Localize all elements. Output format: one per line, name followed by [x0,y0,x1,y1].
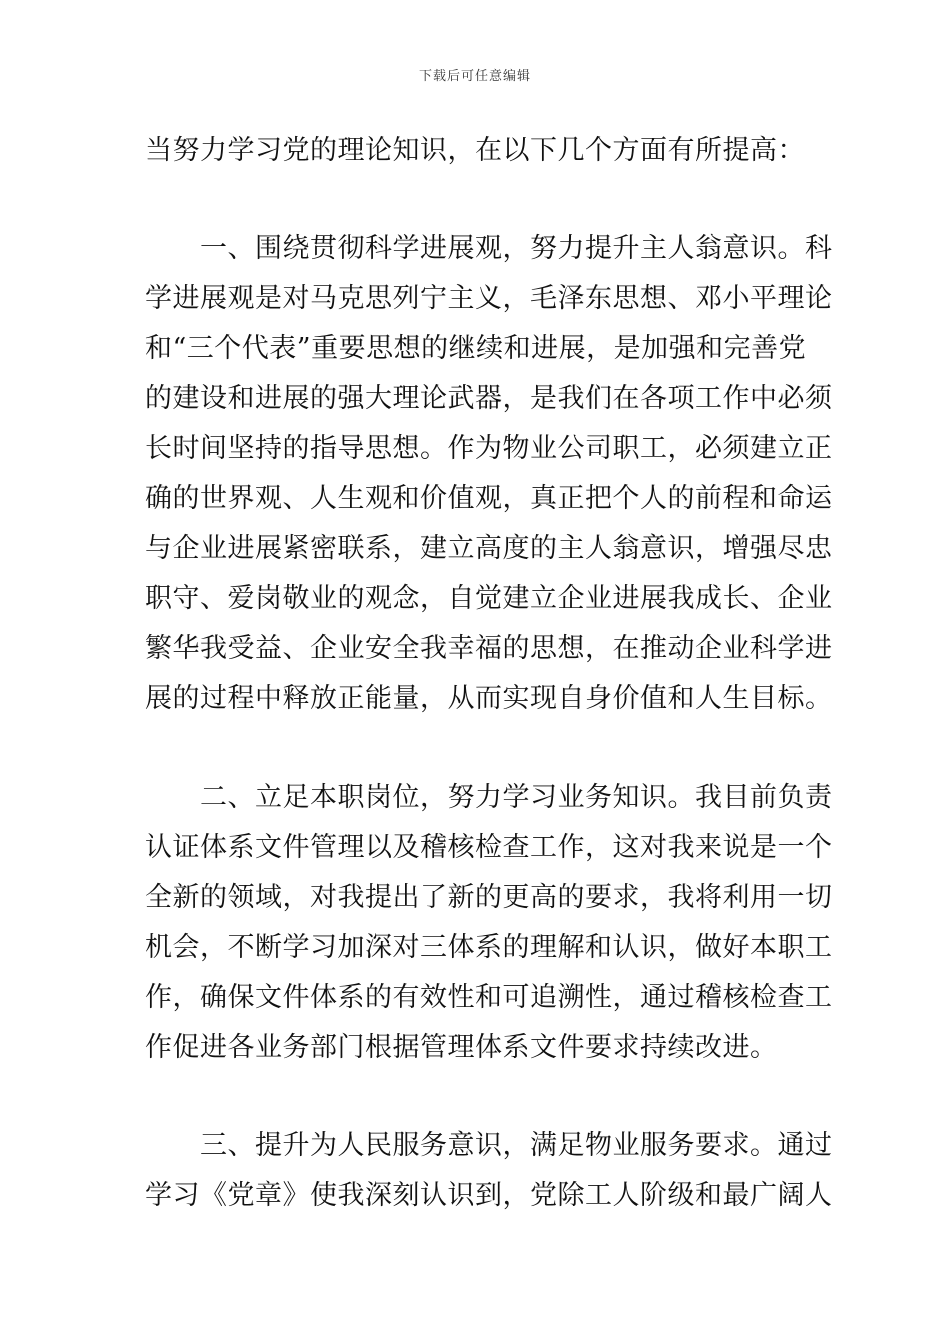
text-line: 的建设和进展的强大理论武器，是我们在各项工作中必须 [145,383,833,414]
text-line: 繁华我受益、企业安全我幸福的思想，在推动企业科学进 [145,633,833,664]
text-line: 认证体系文件管理以及稽核检查工作，这对我来说是一个 [145,832,833,863]
text-line: 三、提升为人民服务意识，满足物业服务要求。通过 [145,1130,833,1161]
text-line: 和“三个代表”重要思想的继续和进展，是加强和完善党 [145,333,807,364]
text-line: 长时间坚持的指导思想。作为物业公司职工，必须建立正 [145,433,833,464]
text-line: 全新的领域，对我提出了新的更高的要求，我将利用一切 [145,882,833,913]
text-line: 确的世界观、人生观和价值观，真正把个人的前程和命运 [145,483,833,514]
text-line: 作促进各业务部门根据管理体系文件要求持续改进。 [145,1032,778,1063]
text-line: 二、立足本职岗位，努力学习业务知识。我目前负责 [145,782,833,813]
text-line: 学进展观是对马克思列宁主义，毛泽东思想、邓小平理论 [145,283,833,314]
text-line: 作，确保文件体系的有效性和可追溯性，通过稽核检查工 [145,982,833,1013]
header-note: 下载后可任意编辑 [418,69,531,84]
text-line: 职守、爱岗敬业的观念，自觉建立企业进展我成长、企业 [145,583,833,614]
text-line: 展的过程中释放正能量，从而实现自身价值和人生目标。 [145,683,833,714]
text-line: 学习《党章》使我深刻认识到，党除工人阶级和最广阔人 [145,1180,833,1211]
text-line: 机会，不断学习加深对三体系的理解和认识，做好本职工 [145,932,833,963]
text-line: 与企业进展紧密联系，建立高度的主人翁意识，增强尽忠 [145,533,833,564]
text-line: 当努力学习党的理论知识，在以下几个方面有所提高： [145,135,805,166]
text-line: 一、围绕贯彻科学进展观，努力提升主人翁意识。科 [145,233,833,264]
